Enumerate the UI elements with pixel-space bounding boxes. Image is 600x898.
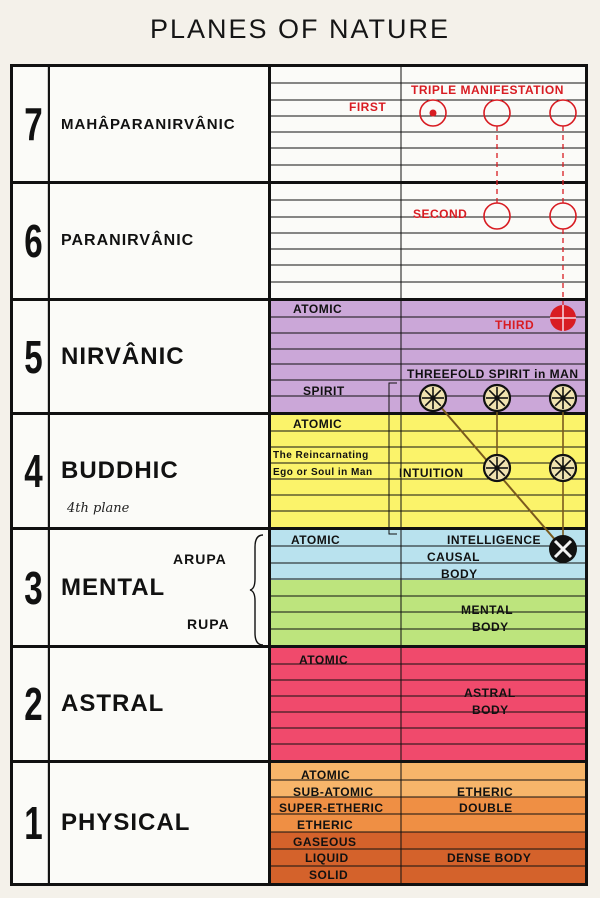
spirit-wheel-hub bbox=[431, 396, 436, 401]
plane-name: BUDDHIC bbox=[61, 457, 179, 484]
plane-name: MENTAL bbox=[61, 573, 166, 601]
manifestation-circle bbox=[484, 203, 510, 229]
intuition-label: INTUITION bbox=[399, 466, 464, 480]
page-title: PLANES OF NATURE bbox=[149, 14, 451, 44]
causal-label: CAUSAL bbox=[427, 550, 480, 564]
buddhic-atomic-label: ATOMIC bbox=[293, 417, 343, 431]
third-label: THIRD bbox=[495, 318, 535, 332]
spirit-wheel-hub bbox=[561, 396, 566, 401]
intuition-wheel-hub bbox=[561, 466, 566, 471]
mental-atomic-label: ATOMIC bbox=[291, 533, 341, 547]
handwritten-note: 4th plane bbox=[67, 501, 130, 516]
plane-name: ASTRAL bbox=[61, 690, 165, 717]
manifestation-circle bbox=[550, 100, 576, 126]
spirit-label: SPIRIT bbox=[303, 384, 345, 398]
physical-subplane-5: GASEOUS bbox=[293, 835, 357, 849]
reincarnating-line-2: Ego or Soul in Man bbox=[273, 467, 373, 478]
triple-manifestation-heading: TRIPLE MANIFESTATION bbox=[411, 83, 564, 97]
intelligence-label: INTELLIGENCE bbox=[447, 533, 542, 547]
arupa-label: ARUPA bbox=[173, 551, 227, 567]
astral-body-label: ASTRAL bbox=[464, 686, 516, 700]
plane-number: 2 bbox=[19, 648, 50, 760]
reincarnating-line-1: The Reincarnating bbox=[273, 450, 369, 461]
manifestation-circle bbox=[484, 100, 510, 126]
physical-subplane-7: SOLID bbox=[309, 868, 349, 882]
physical-subplane-2: SUB-ATOMIC bbox=[293, 785, 374, 799]
nirvanic-atomic-label: ATOMIC bbox=[293, 302, 343, 316]
causal-body-label: BODY bbox=[441, 567, 478, 581]
planes-chart bbox=[10, 64, 588, 886]
plane-name: PARANIRVÂNIC bbox=[61, 232, 195, 249]
plane-name: MAHÂPARANIRVÂNIC bbox=[61, 115, 236, 133]
physical-subplane-4: ETHERIC bbox=[297, 818, 354, 832]
etheric-label: ETHERIC bbox=[457, 785, 514, 799]
manifestation-circle bbox=[550, 203, 576, 229]
dense-body-label: DENSE BODY bbox=[447, 851, 532, 865]
plane-number: 4 bbox=[19, 415, 50, 527]
astral-body-label-2: BODY bbox=[472, 703, 509, 717]
plane-number: 6 bbox=[19, 184, 50, 298]
astral-atomic-label: ATOMIC bbox=[299, 653, 349, 667]
plane-number: 7 bbox=[19, 67, 50, 181]
physical-subplane-1: ATOMIC bbox=[301, 768, 351, 782]
intuition-wheel-hub bbox=[495, 466, 500, 471]
physical-subplane-3: SUPER-ETHERIC bbox=[279, 801, 384, 815]
plane-number: 1 bbox=[19, 763, 50, 883]
etheric-double-label: DOUBLE bbox=[459, 801, 513, 815]
physical-subplane-6: LIQUID bbox=[305, 851, 349, 865]
spirit-wheel-hub bbox=[495, 396, 500, 401]
plane-name: PHYSICAL bbox=[61, 809, 191, 836]
plane-name: NIRVÂNIC bbox=[61, 342, 185, 370]
mental-body-label: MENTAL bbox=[461, 603, 514, 617]
mental-brace bbox=[249, 533, 267, 648]
plane-number: 5 bbox=[19, 301, 50, 412]
threefold-spirit-label: THREEFOLD SPIRIT in MAN bbox=[407, 367, 579, 381]
first-label: FIRST bbox=[349, 100, 387, 114]
mental-body-label-2: BODY bbox=[472, 620, 509, 634]
first-logos-dot bbox=[430, 110, 437, 117]
second-label: SECOND bbox=[413, 207, 468, 221]
rupa-label: RUPA bbox=[187, 616, 230, 632]
plane-number: 3 bbox=[19, 530, 50, 645]
